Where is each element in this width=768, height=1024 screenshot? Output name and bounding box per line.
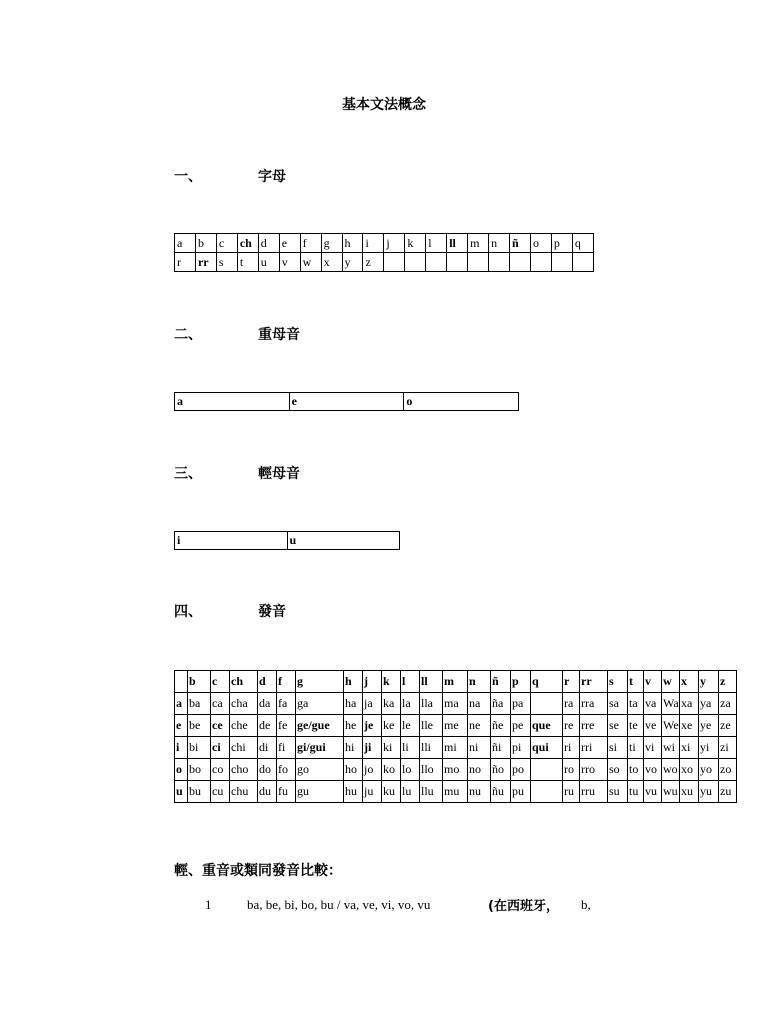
alphabet-cell: x — [321, 253, 342, 272]
pronunciation-header-cell: f — [277, 671, 296, 693]
strong-vowel-cell: o — [404, 393, 519, 411]
pronunciation-cell: xo — [680, 759, 699, 781]
pronunciation-cell: po — [511, 759, 531, 781]
section-2-title: 重母音 — [258, 327, 300, 343]
pronunciation-cell: ru — [563, 781, 580, 803]
pronunciation-cell: jo — [363, 759, 382, 781]
alphabet-cell — [489, 253, 510, 272]
alphabet-cell: f — [300, 234, 321, 253]
pronunciation-cell: cha — [230, 693, 258, 715]
pronunciation-header-cell: r — [563, 671, 580, 693]
pronunciation-cell: ge/gue — [296, 715, 344, 737]
pronunciation-cell: wi — [662, 737, 680, 759]
pronunciation-cell: fi — [277, 737, 296, 759]
pronunciation-header-cell: ñ — [491, 671, 511, 693]
section-4-number: 四、 — [174, 604, 202, 620]
alphabet-cell: i — [363, 234, 384, 253]
pronunciation-table — [174, 670, 737, 803]
pronunciation-cell: je — [363, 715, 382, 737]
pronunciation-cell: pi — [511, 737, 531, 759]
alphabet-cell: b — [195, 234, 216, 253]
alphabet-cell: ll — [447, 234, 468, 253]
section-1-title: 字母 — [258, 169, 286, 185]
pronunciation-header-cell: z — [719, 671, 737, 693]
alphabet-cell: y — [342, 253, 363, 272]
pronunciation-cell: Wa — [662, 693, 680, 715]
pronunciation-cell: ke — [382, 715, 401, 737]
pronunciation-cell: da — [258, 693, 277, 715]
pronunciation-cell: li — [401, 737, 420, 759]
pronunciation-header-cell: ch — [230, 671, 258, 693]
pronunciation-cell: se — [608, 715, 628, 737]
pronunciation-header-cell: j — [363, 671, 382, 693]
alphabet-cell: d — [258, 234, 279, 253]
pronunciation-cell: ca — [211, 693, 230, 715]
pronunciation-row — [175, 781, 737, 803]
pronunciation-vowel-cell: u — [175, 781, 188, 803]
weak-vowel-cell: i — [175, 532, 288, 550]
pronunciation-cell: nu — [468, 781, 491, 803]
pronunciation-cell: ku — [382, 781, 401, 803]
pronunciation-cell: ri — [563, 737, 580, 759]
pronunciation-cell: vo — [644, 759, 662, 781]
pronunciation-cell: vi — [644, 737, 662, 759]
pronunciation-cell: so — [608, 759, 628, 781]
pronunciation-cell: bu — [188, 781, 211, 803]
pronunciation-header-cell: q — [531, 671, 563, 693]
pronunciation-header-cell: k — [382, 671, 401, 693]
pronunciation-cell — [531, 693, 563, 715]
alphabet-cell: l — [426, 234, 447, 253]
pronunciation-cell: gu — [296, 781, 344, 803]
pronunciation-cell: fa — [277, 693, 296, 715]
pronunciation-header-cell: ll — [420, 671, 443, 693]
pronunciation-cell: do — [258, 759, 277, 781]
alphabet-cell — [530, 253, 551, 272]
alphabet-cell: e — [279, 234, 300, 253]
pronunciation-header-cell: g — [296, 671, 344, 693]
pronunciation-cell: ni — [468, 737, 491, 759]
pronunciation-cell: ba — [188, 693, 211, 715]
pronunciation-cell: he — [344, 715, 363, 737]
pronunciation-cell: cu — [211, 781, 230, 803]
pronunciation-cell: zu — [719, 781, 737, 803]
pronunciation-row — [175, 737, 737, 759]
weak-vowels-table — [174, 531, 400, 550]
pronunciation-header-cell: c — [211, 671, 230, 693]
pronunciation-cell: ñu — [491, 781, 511, 803]
pronunciation-row — [175, 715, 737, 737]
pronunciation-cell: ne — [468, 715, 491, 737]
pronunciation-cell: yi — [699, 737, 719, 759]
pronunciation-cell: chi — [230, 737, 258, 759]
pronunciation-cell: rre — [580, 715, 608, 737]
pronunciation-cell: ko — [382, 759, 401, 781]
strong-vowel-cell: a — [175, 393, 290, 411]
alphabet-cell: c — [216, 234, 237, 253]
weak-vowel-cell: u — [287, 532, 400, 550]
pronunciation-cell: ci — [211, 737, 230, 759]
pronunciation-cell: lu — [401, 781, 420, 803]
pronunciation-cell: wu — [662, 781, 680, 803]
pronunciation-cell: va — [644, 693, 662, 715]
pronunciation-cell: fo — [277, 759, 296, 781]
pronunciation-cell: ro — [563, 759, 580, 781]
pronunciation-cell: fe — [277, 715, 296, 737]
pronunciation-header-cell: s — [608, 671, 628, 693]
pronunciation-cell: ma — [443, 693, 468, 715]
pronunciation-header-cell: l — [401, 671, 420, 693]
pronunciation-cell: ñi — [491, 737, 511, 759]
pronunciation-vowel-cell: o — [175, 759, 188, 781]
alphabet-cell: t — [237, 253, 258, 272]
pronunciation-cell: cho — [230, 759, 258, 781]
alphabet-cell: q — [572, 234, 593, 253]
alphabet-cell — [551, 253, 572, 272]
pronunciation-cell: We — [662, 715, 680, 737]
strong-vowels-table — [174, 392, 519, 411]
pronunciation-header-cell: n — [468, 671, 491, 693]
pronunciation-header-cell: h — [344, 671, 363, 693]
pronunciation-header-cell: d — [258, 671, 277, 693]
alphabet-cell — [426, 253, 447, 272]
pronunciation-cell: ga — [296, 693, 344, 715]
pronunciation-cell: ce — [211, 715, 230, 737]
pronunciation-cell: tu — [628, 781, 644, 803]
pronunciation-vowel-cell: i — [175, 737, 188, 759]
pronunciation-cell: chu — [230, 781, 258, 803]
pronunciation-cell: pa — [511, 693, 531, 715]
alphabet-cell: u — [258, 253, 279, 272]
pronunciation-cell: di — [258, 737, 277, 759]
pronunciation-row — [175, 693, 737, 715]
pronunciation-cell: me — [443, 715, 468, 737]
pronunciation-row — [175, 759, 737, 781]
section-2-number: 二、 — [174, 327, 202, 343]
pronunciation-cell: bi — [188, 737, 211, 759]
pronunciation-cell: lli — [420, 737, 443, 759]
pronunciation-cell: ju — [363, 781, 382, 803]
section-3-title: 輕母音 — [258, 466, 300, 482]
pronunciation-cell: llu — [420, 781, 443, 803]
pronunciation-cell: mu — [443, 781, 468, 803]
pronunciation-cell: xi — [680, 737, 699, 759]
strong-vowel-cell: e — [289, 393, 404, 411]
pronunciation-cell: rro — [580, 759, 608, 781]
pronunciation-cell: zo — [719, 759, 737, 781]
alphabet-table — [174, 233, 594, 272]
pronunciation-cell: bo — [188, 759, 211, 781]
alphabet-cell: w — [300, 253, 321, 272]
alphabet-cell — [405, 253, 426, 272]
pronunciation-cell: ñe — [491, 715, 511, 737]
pronunciation-header-cell: y — [699, 671, 719, 693]
pronunciation-vowel-cell: e — [175, 715, 188, 737]
pronunciation-cell: vu — [644, 781, 662, 803]
alphabet-cell: n — [489, 234, 510, 253]
pronunciation-cell: mo — [443, 759, 468, 781]
alphabet-cell: a — [175, 234, 196, 253]
comparison-item-text: ba, be, bi, bo, bu / va, ve, vi, vo, vu — [247, 897, 431, 912]
pronunciation-cell: gi/gui — [296, 737, 344, 759]
alphabet-cell: ch — [237, 234, 258, 253]
alphabet-cell: rr — [195, 253, 216, 272]
alphabet-cell: j — [384, 234, 405, 253]
pronunciation-cell: ka — [382, 693, 401, 715]
alphabet-cell: p — [551, 234, 572, 253]
alphabet-cell: g — [321, 234, 342, 253]
pronunciation-cell: ño — [491, 759, 511, 781]
pronunciation-cell: rru — [580, 781, 608, 803]
pronunciation-header-cell: w — [662, 671, 680, 693]
pronunciation-cell: pu — [511, 781, 531, 803]
pronunciation-cell: ña — [491, 693, 511, 715]
pronunciation-cell: ye — [699, 715, 719, 737]
alphabet-cell: h — [342, 234, 363, 253]
pronunciation-cell: la — [401, 693, 420, 715]
pronunciation-cell: wo — [662, 759, 680, 781]
alphabet-cell: k — [405, 234, 426, 253]
pronunciation-cell: du — [258, 781, 277, 803]
pronunciation-cell: ki — [382, 737, 401, 759]
alphabet-row-1 — [175, 234, 594, 253]
pronunciation-cell: no — [468, 759, 491, 781]
pronunciation-cell: rri — [580, 737, 608, 759]
alphabet-row-2 — [175, 253, 594, 272]
pronunciation-cell: ho — [344, 759, 363, 781]
alphabet-cell — [510, 253, 531, 272]
alphabet-cell: r — [175, 253, 196, 272]
pronunciation-cell: fu — [277, 781, 296, 803]
pronunciation-cell: llo — [420, 759, 443, 781]
pronunciation-cell: be — [188, 715, 211, 737]
pronunciation-cell: hi — [344, 737, 363, 759]
pronunciation-cell: qui — [531, 737, 563, 759]
alphabet-cell: m — [468, 234, 489, 253]
strong-vowels-row — [175, 393, 519, 411]
pronunciation-cell: de — [258, 715, 277, 737]
alphabet-cell — [468, 253, 489, 272]
pronunciation-cell: te — [628, 715, 644, 737]
alphabet-cell: ñ — [510, 234, 531, 253]
pronunciation-cell: xa — [680, 693, 699, 715]
pronunciation-cell: ji — [363, 737, 382, 759]
pronunciation-cell: co — [211, 759, 230, 781]
pronunciation-cell: que — [531, 715, 563, 737]
pronunciation-cell: re — [563, 715, 580, 737]
pronunciation-cell: lla — [420, 693, 443, 715]
comparison-heading: 輕、重音或類同發音比較： — [174, 863, 342, 879]
pronunciation-cell: lle — [420, 715, 443, 737]
pronunciation-cell: ze — [719, 715, 737, 737]
pronunciation-cell: to — [628, 759, 644, 781]
pronunciation-header-cell: t — [628, 671, 644, 693]
weak-vowels-row — [175, 532, 400, 550]
pronunciation-cell: mi — [443, 737, 468, 759]
pronunciation-cell: lo — [401, 759, 420, 781]
pronunciation-cell: ha — [344, 693, 363, 715]
pronunciation-cell: ve — [644, 715, 662, 737]
pronunciation-cell: le — [401, 715, 420, 737]
alphabet-cell: o — [530, 234, 551, 253]
alphabet-cell — [384, 253, 405, 272]
pronunciation-header-cell: b — [188, 671, 211, 693]
pronunciation-cell: yu — [699, 781, 719, 803]
pronunciation-cell: za — [719, 693, 737, 715]
pronunciation-cell — [531, 759, 563, 781]
pronunciation-header-cell: m — [443, 671, 468, 693]
comparison-item-tail: b, — [581, 897, 591, 912]
pronunciation-header-cell: rr — [580, 671, 608, 693]
pronunciation-cell: si — [608, 737, 628, 759]
pronunciation-cell: sa — [608, 693, 628, 715]
pronunciation-header-row — [175, 671, 737, 693]
pronunciation-cell: na — [468, 693, 491, 715]
alphabet-cell: s — [216, 253, 237, 272]
pronunciation-cell: yo — [699, 759, 719, 781]
alphabet-cell: v — [279, 253, 300, 272]
pronunciation-cell: zi — [719, 737, 737, 759]
pronunciation-cell: ya — [699, 693, 719, 715]
alphabet-cell: z — [363, 253, 384, 272]
pronunciation-cell: xe — [680, 715, 699, 737]
pronunciation-header-cell: v — [644, 671, 662, 693]
pronunciation-header-cell: x — [680, 671, 699, 693]
alphabet-cell — [447, 253, 468, 272]
pronunciation-cell: rra — [580, 693, 608, 715]
section-3-number: 三、 — [174, 466, 202, 482]
pronunciation-cell: ti — [628, 737, 644, 759]
pronunciation-cell: ta — [628, 693, 644, 715]
comparison-item-note: (在西班牙， — [488, 899, 559, 914]
section-4-title: 發音 — [258, 604, 286, 620]
pronunciation-cell — [531, 781, 563, 803]
pronunciation-cell: go — [296, 759, 344, 781]
comparison-item-number: 1 — [205, 897, 212, 912]
pronunciation-cell: su — [608, 781, 628, 803]
pronunciation-cell: ja — [363, 693, 382, 715]
pronunciation-cell: ra — [563, 693, 580, 715]
alphabet-cell — [572, 253, 593, 272]
pronunciation-cell: pe — [511, 715, 531, 737]
page-title: 基本文法概念 — [342, 97, 426, 113]
pronunciation-cell: hu — [344, 781, 363, 803]
pronunciation-vowel-cell: a — [175, 693, 188, 715]
pronunciation-cell: che — [230, 715, 258, 737]
pronunciation-header-cell: p — [511, 671, 531, 693]
pronunciation-cell: xu — [680, 781, 699, 803]
pronunciation-header-cell — [175, 671, 188, 693]
section-1-number: 一、 — [174, 169, 202, 185]
